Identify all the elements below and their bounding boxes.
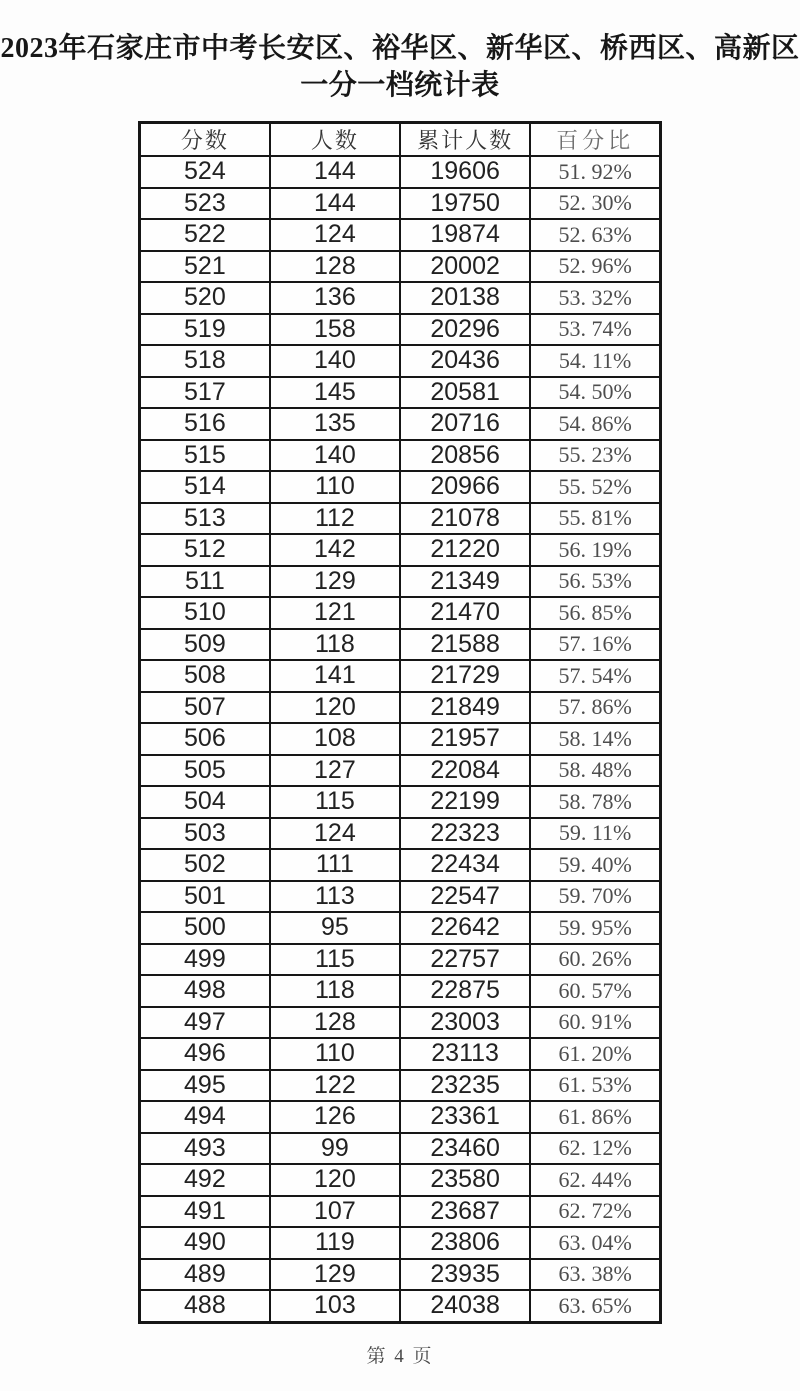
header-row [140, 123, 661, 157]
cell-cumulative: 21470 [400, 597, 530, 629]
cell-percent: 58. 14% [530, 723, 660, 755]
cell-score: 490 [140, 1227, 270, 1259]
cell-percent: 58. 78% [530, 786, 660, 818]
cell-cumulative: 20581 [400, 377, 530, 409]
cell-count: 108 [270, 723, 400, 755]
cell-count: 126 [270, 1101, 400, 1133]
cell-count: 128 [270, 251, 400, 283]
cell-score: 500 [140, 912, 270, 944]
cell-percent: 59. 70% [530, 881, 660, 913]
cell-percent: 51. 92% [530, 156, 660, 188]
cell-count: 120 [270, 692, 400, 724]
cell-score: 489 [140, 1259, 270, 1291]
table-row [140, 156, 661, 188]
cell-cumulative: 23580 [400, 1164, 530, 1196]
cell-count: 124 [270, 818, 400, 850]
cell-percent: 55. 81% [530, 503, 660, 535]
cell-score: 509 [140, 629, 270, 661]
cell-count: 110 [270, 1038, 400, 1070]
cell-cumulative: 23361 [400, 1101, 530, 1133]
cell-score: 519 [140, 314, 270, 346]
table-row [140, 503, 661, 535]
cell-cumulative: 20002 [400, 251, 530, 283]
table-row [140, 597, 661, 629]
table-row [140, 975, 661, 1007]
table-row [140, 755, 661, 787]
cell-score: 495 [140, 1070, 270, 1102]
cell-count: 158 [270, 314, 400, 346]
header-score: 分数 [140, 123, 270, 157]
cell-score: 506 [140, 723, 270, 755]
cell-score: 514 [140, 471, 270, 503]
cell-percent: 55. 52% [530, 471, 660, 503]
cell-cumulative: 20966 [400, 471, 530, 503]
cell-percent: 52. 63% [530, 219, 660, 251]
cell-count: 140 [270, 345, 400, 377]
cell-percent: 52. 96% [530, 251, 660, 283]
cell-count: 119 [270, 1227, 400, 1259]
cell-count: 144 [270, 188, 400, 220]
table-row [140, 881, 661, 913]
table-row [140, 723, 661, 755]
cell-percent: 60. 57% [530, 975, 660, 1007]
cell-score: 515 [140, 440, 270, 472]
table-row [140, 534, 661, 566]
table-row [140, 1007, 661, 1039]
cell-count: 95 [270, 912, 400, 944]
cell-cumulative: 20856 [400, 440, 530, 472]
cell-cumulative: 22084 [400, 755, 530, 787]
table-row [140, 1101, 661, 1133]
table-row [140, 660, 661, 692]
cell-cumulative: 22199 [400, 786, 530, 818]
cell-percent: 57. 86% [530, 692, 660, 724]
cell-percent: 57. 54% [530, 660, 660, 692]
title-line-1: 2023年石家庄市中考长安区、裕华区、新华区、桥西区、高新区 [0, 33, 800, 64]
page-number: 第 4 页 [366, 1345, 434, 1367]
cell-score: 507 [140, 692, 270, 724]
cell-score: 497 [140, 1007, 270, 1039]
table-row [140, 219, 661, 251]
header-count: 人数 [270, 123, 400, 157]
cell-count: 118 [270, 975, 400, 1007]
cell-percent: 60. 26% [530, 944, 660, 976]
cell-cumulative: 21849 [400, 692, 530, 724]
cell-count: 107 [270, 1196, 400, 1228]
table-body [140, 156, 661, 1322]
cell-cumulative: 23235 [400, 1070, 530, 1102]
cell-count: 120 [270, 1164, 400, 1196]
cell-count: 122 [270, 1070, 400, 1102]
cell-count: 112 [270, 503, 400, 535]
header-percent: 百分比 [530, 123, 660, 157]
cell-score: 504 [140, 786, 270, 818]
cell-score: 508 [140, 660, 270, 692]
cell-score: 516 [140, 408, 270, 440]
cell-cumulative: 23687 [400, 1196, 530, 1228]
cell-count: 99 [270, 1133, 400, 1165]
cell-cumulative: 19606 [400, 156, 530, 188]
cell-count: 113 [270, 881, 400, 913]
table-row [140, 944, 661, 976]
table-row [140, 408, 661, 440]
cell-score: 501 [140, 881, 270, 913]
cell-cumulative: 22434 [400, 849, 530, 881]
cell-percent: 61. 20% [530, 1038, 660, 1070]
table-row [140, 1196, 661, 1228]
cell-count: 110 [270, 471, 400, 503]
cell-percent: 53. 32% [530, 282, 660, 314]
cell-count: 115 [270, 786, 400, 818]
table-row [140, 377, 661, 409]
cell-cumulative: 20138 [400, 282, 530, 314]
cell-score: 510 [140, 597, 270, 629]
cell-percent: 56. 53% [530, 566, 660, 598]
cell-count: 124 [270, 219, 400, 251]
cell-cumulative: 21957 [400, 723, 530, 755]
table-row [140, 282, 661, 314]
cell-percent: 62. 44% [530, 1164, 660, 1196]
cell-percent: 60. 91% [530, 1007, 660, 1039]
cell-cumulative: 20716 [400, 408, 530, 440]
cell-cumulative: 22757 [400, 944, 530, 976]
cell-percent: 53. 74% [530, 314, 660, 346]
cell-percent: 54. 50% [530, 377, 660, 409]
table-row [140, 314, 661, 346]
cell-cumulative: 24038 [400, 1290, 530, 1322]
cell-count: 135 [270, 408, 400, 440]
cell-cumulative: 23113 [400, 1038, 530, 1070]
cell-score: 521 [140, 251, 270, 283]
cell-cumulative: 23460 [400, 1133, 530, 1165]
table-row [140, 1164, 661, 1196]
cell-percent: 61. 86% [530, 1101, 660, 1133]
cell-count: 140 [270, 440, 400, 472]
table-row [140, 1259, 661, 1291]
cell-score: 511 [140, 566, 270, 598]
cell-score: 523 [140, 188, 270, 220]
table-row [140, 566, 661, 598]
table-row [140, 345, 661, 377]
cell-cumulative: 21588 [400, 629, 530, 661]
cell-percent: 56. 85% [530, 597, 660, 629]
table-row [140, 440, 661, 472]
cell-cumulative: 19874 [400, 219, 530, 251]
table-row [140, 912, 661, 944]
cell-score: 493 [140, 1133, 270, 1165]
page-title [0, 30, 800, 104]
cell-score: 496 [140, 1038, 270, 1070]
header-cumulative: 累计人数 [400, 123, 530, 157]
table-row [140, 471, 661, 503]
cell-score: 503 [140, 818, 270, 850]
cell-percent: 54. 11% [530, 345, 660, 377]
cell-count: 111 [270, 849, 400, 881]
cell-cumulative: 23935 [400, 1259, 530, 1291]
cell-count: 127 [270, 755, 400, 787]
cell-percent: 58. 48% [530, 755, 660, 787]
cell-score: 498 [140, 975, 270, 1007]
cell-score: 512 [140, 534, 270, 566]
cell-percent: 61. 53% [530, 1070, 660, 1102]
cell-count: 129 [270, 566, 400, 598]
cell-cumulative: 20296 [400, 314, 530, 346]
cell-percent: 59. 95% [530, 912, 660, 944]
cell-percent: 59. 11% [530, 818, 660, 850]
cell-cumulative: 22875 [400, 975, 530, 1007]
cell-percent: 63. 65% [530, 1290, 660, 1322]
score-distribution-table [138, 121, 662, 1324]
title-line-2: 一分一档统计表 [300, 70, 500, 101]
cell-score: 491 [140, 1196, 270, 1228]
cell-cumulative: 21349 [400, 566, 530, 598]
cell-count: 145 [270, 377, 400, 409]
cell-score: 520 [140, 282, 270, 314]
cell-score: 522 [140, 219, 270, 251]
cell-percent: 57. 16% [530, 629, 660, 661]
cell-score: 492 [140, 1164, 270, 1196]
cell-count: 121 [270, 597, 400, 629]
cell-score: 517 [140, 377, 270, 409]
cell-score: 494 [140, 1101, 270, 1133]
cell-count: 142 [270, 534, 400, 566]
cell-cumulative: 20436 [400, 345, 530, 377]
cell-cumulative: 21220 [400, 534, 530, 566]
cell-score: 488 [140, 1290, 270, 1322]
cell-score: 524 [140, 156, 270, 188]
cell-cumulative: 23003 [400, 1007, 530, 1039]
table-row [140, 786, 661, 818]
cell-percent: 59. 40% [530, 849, 660, 881]
cell-score: 518 [140, 345, 270, 377]
table-row [140, 692, 661, 724]
table-row [140, 251, 661, 283]
table-row [140, 849, 661, 881]
cell-score: 499 [140, 944, 270, 976]
cell-count: 115 [270, 944, 400, 976]
table-row [140, 1070, 661, 1102]
cell-percent: 62. 12% [530, 1133, 660, 1165]
cell-cumulative: 22323 [400, 818, 530, 850]
cell-cumulative: 22547 [400, 881, 530, 913]
cell-percent: 62. 72% [530, 1196, 660, 1228]
table-row [140, 818, 661, 850]
cell-count: 141 [270, 660, 400, 692]
table-row [140, 1290, 661, 1322]
cell-count: 118 [270, 629, 400, 661]
table-row [140, 1038, 661, 1070]
cell-score: 502 [140, 849, 270, 881]
cell-count: 129 [270, 1259, 400, 1291]
cell-score: 505 [140, 755, 270, 787]
table-row [140, 1133, 661, 1165]
cell-cumulative: 19750 [400, 188, 530, 220]
cell-count: 128 [270, 1007, 400, 1039]
cell-percent: 55. 23% [530, 440, 660, 472]
cell-cumulative: 23806 [400, 1227, 530, 1259]
cell-score: 513 [140, 503, 270, 535]
cell-count: 103 [270, 1290, 400, 1322]
cell-percent: 56. 19% [530, 534, 660, 566]
cell-percent: 54. 86% [530, 408, 660, 440]
cell-percent: 63. 04% [530, 1227, 660, 1259]
cell-count: 144 [270, 156, 400, 188]
cell-percent: 52. 30% [530, 188, 660, 220]
table-row [140, 629, 661, 661]
cell-cumulative: 21078 [400, 503, 530, 535]
cell-percent: 63. 38% [530, 1259, 660, 1291]
cell-count: 136 [270, 282, 400, 314]
table-row [140, 1227, 661, 1259]
table-row [140, 188, 661, 220]
cell-cumulative: 22642 [400, 912, 530, 944]
cell-cumulative: 21729 [400, 660, 530, 692]
